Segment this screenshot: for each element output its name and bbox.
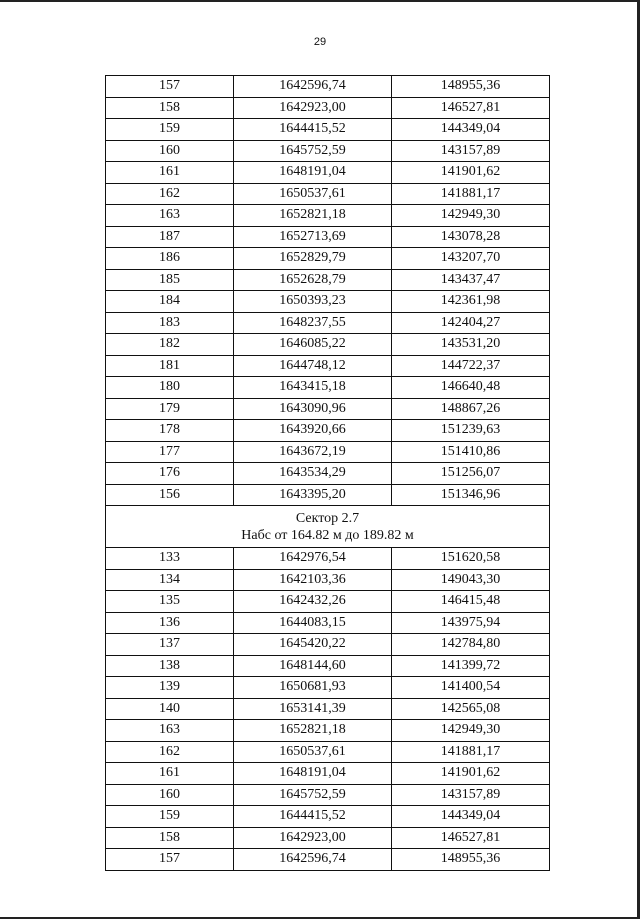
point-number-cell: 134 [106, 569, 234, 591]
table-row [106, 312, 550, 334]
table-row [106, 784, 550, 806]
y-coordinate-cell: 142565,08 [392, 698, 550, 720]
point-number-cell: 185 [106, 269, 234, 291]
x-coordinate-cell: 1646085,22 [234, 334, 392, 356]
y-coordinate-cell: 143975,94 [392, 612, 550, 634]
point-number-cell: 163 [106, 205, 234, 227]
table-row [106, 355, 550, 377]
table-row [106, 763, 550, 785]
point-number-cell: 162 [106, 741, 234, 763]
y-coordinate-cell: 142784,80 [392, 634, 550, 656]
y-coordinate-cell: 141400,54 [392, 677, 550, 699]
y-coordinate-cell: 151346,96 [392, 484, 550, 506]
table-row [106, 420, 550, 442]
table-row [106, 76, 550, 98]
scan-edge-top [0, 0, 640, 2]
y-coordinate-cell: 151239,63 [392, 420, 550, 442]
y-coordinate-cell: 142361,98 [392, 291, 550, 313]
x-coordinate-cell: 1648237,55 [234, 312, 392, 334]
x-coordinate-cell: 1643672,19 [234, 441, 392, 463]
y-coordinate-cell: 146527,81 [392, 827, 550, 849]
table-row [106, 269, 550, 291]
y-coordinate-cell: 141881,17 [392, 741, 550, 763]
point-number-cell: 163 [106, 720, 234, 742]
x-coordinate-cell: 1642596,74 [234, 76, 392, 98]
sector-header-row [106, 506, 550, 548]
y-coordinate-cell: 143078,28 [392, 226, 550, 248]
x-coordinate-cell: 1643395,20 [234, 484, 392, 506]
point-number-cell: 161 [106, 763, 234, 785]
point-number-cell: 158 [106, 827, 234, 849]
table-row [106, 849, 550, 871]
point-number-cell: 179 [106, 398, 234, 420]
x-coordinate-cell: 1650537,61 [234, 741, 392, 763]
y-coordinate-cell: 144722,37 [392, 355, 550, 377]
x-coordinate-cell: 1650537,61 [234, 183, 392, 205]
x-coordinate-cell: 1644748,12 [234, 355, 392, 377]
table-row [106, 591, 550, 613]
x-coordinate-cell: 1652628,79 [234, 269, 392, 291]
table-row [106, 377, 550, 399]
point-number-cell: 180 [106, 377, 234, 399]
y-coordinate-cell: 146640,48 [392, 377, 550, 399]
x-coordinate-cell: 1644083,15 [234, 612, 392, 634]
table-row [106, 720, 550, 742]
page-number: 29 [313, 36, 327, 48]
point-number-cell: 161 [106, 162, 234, 184]
y-coordinate-cell: 146527,81 [392, 97, 550, 119]
table-row [106, 677, 550, 699]
x-coordinate-cell: 1648191,04 [234, 763, 392, 785]
y-coordinate-cell: 143531,20 [392, 334, 550, 356]
x-coordinate-cell: 1648191,04 [234, 162, 392, 184]
point-number-cell: 160 [106, 784, 234, 806]
y-coordinate-cell: 151256,07 [392, 463, 550, 485]
table-row [106, 97, 550, 119]
point-number-cell: 138 [106, 655, 234, 677]
y-coordinate-cell: 141901,62 [392, 763, 550, 785]
y-coordinate-cell: 143157,89 [392, 784, 550, 806]
point-number-cell: 183 [106, 312, 234, 334]
point-number-cell: 186 [106, 248, 234, 270]
point-number-cell: 157 [106, 849, 234, 871]
point-number-cell: 159 [106, 806, 234, 828]
x-coordinate-cell: 1642432,26 [234, 591, 392, 613]
x-coordinate-cell: 1642923,00 [234, 97, 392, 119]
table-row [106, 741, 550, 763]
table-row [106, 463, 550, 485]
point-number-cell: 137 [106, 634, 234, 656]
point-number-cell: 136 [106, 612, 234, 634]
x-coordinate-cell: 1653141,39 [234, 698, 392, 720]
x-coordinate-cell: 1652821,18 [234, 720, 392, 742]
sector-title: Сектор 2.7 [295, 510, 360, 526]
table-row [106, 162, 550, 184]
y-coordinate-cell: 141901,62 [392, 162, 550, 184]
point-number-cell: 178 [106, 420, 234, 442]
point-number-cell: 176 [106, 463, 234, 485]
y-coordinate-cell: 148867,26 [392, 398, 550, 420]
x-coordinate-cell: 1643534,29 [234, 463, 392, 485]
y-coordinate-cell: 144349,04 [392, 806, 550, 828]
table-row [106, 441, 550, 463]
table-row [106, 484, 550, 506]
point-number-cell: 156 [106, 484, 234, 506]
table-row [106, 140, 550, 162]
y-coordinate-cell: 142949,30 [392, 720, 550, 742]
x-coordinate-cell: 1648144,60 [234, 655, 392, 677]
y-coordinate-cell: 149043,30 [392, 569, 550, 591]
x-coordinate-cell: 1642103,36 [234, 569, 392, 591]
point-number-cell: 160 [106, 140, 234, 162]
table-row [106, 698, 550, 720]
y-coordinate-cell: 144349,04 [392, 119, 550, 141]
table-row [106, 205, 550, 227]
table-row [106, 548, 550, 570]
x-coordinate-cell: 1650681,93 [234, 677, 392, 699]
y-coordinate-cell: 151410,86 [392, 441, 550, 463]
point-number-cell: 162 [106, 183, 234, 205]
y-coordinate-cell: 148955,36 [392, 76, 550, 98]
y-coordinate-cell: 141399,72 [392, 655, 550, 677]
table-row [106, 806, 550, 828]
y-coordinate-cell: 143157,89 [392, 140, 550, 162]
x-coordinate-cell: 1644415,52 [234, 119, 392, 141]
x-coordinate-cell: 1643090,96 [234, 398, 392, 420]
point-number-cell: 135 [106, 591, 234, 613]
y-coordinate-cell: 142949,30 [392, 205, 550, 227]
table-row [106, 655, 550, 677]
table-row [106, 183, 550, 205]
x-coordinate-cell: 1643415,18 [234, 377, 392, 399]
sector-header-cell [106, 506, 550, 548]
point-number-cell: 133 [106, 548, 234, 570]
x-coordinate-cell: 1645752,59 [234, 140, 392, 162]
coordinates-table-body [106, 76, 550, 871]
y-coordinate-cell: 148955,36 [392, 849, 550, 871]
y-coordinate-cell: 143207,70 [392, 248, 550, 270]
point-number-cell: 159 [106, 119, 234, 141]
coordinates-table [105, 75, 550, 871]
y-coordinate-cell: 151620,58 [392, 548, 550, 570]
point-number-cell: 158 [106, 97, 234, 119]
table-row [106, 334, 550, 356]
table-row [106, 119, 550, 141]
y-coordinate-cell: 142404,27 [392, 312, 550, 334]
table-row [106, 634, 550, 656]
point-number-cell: 139 [106, 677, 234, 699]
table-row [106, 248, 550, 270]
x-coordinate-cell: 1645752,59 [234, 784, 392, 806]
point-number-cell: 187 [106, 226, 234, 248]
x-coordinate-cell: 1643920,66 [234, 420, 392, 442]
x-coordinate-cell: 1642596,74 [234, 849, 392, 871]
point-number-cell: 177 [106, 441, 234, 463]
table-row [106, 612, 550, 634]
y-coordinate-cell: 146415,48 [392, 591, 550, 613]
x-coordinate-cell: 1644415,52 [234, 806, 392, 828]
x-coordinate-cell: 1642976,54 [234, 548, 392, 570]
x-coordinate-cell: 1645420,22 [234, 634, 392, 656]
x-coordinate-cell: 1652821,18 [234, 205, 392, 227]
table-row [106, 398, 550, 420]
y-coordinate-cell: 141881,17 [392, 183, 550, 205]
table-row [106, 291, 550, 313]
x-coordinate-cell: 1650393,23 [234, 291, 392, 313]
table-row [106, 827, 550, 849]
point-number-cell: 181 [106, 355, 234, 377]
table-row [106, 569, 550, 591]
point-number-cell: 140 [106, 698, 234, 720]
sector-subtitle: Набс от 164.82 м до 189.82 м [241, 527, 414, 543]
table-row [106, 226, 550, 248]
x-coordinate-cell: 1652829,79 [234, 248, 392, 270]
point-number-cell: 157 [106, 76, 234, 98]
x-coordinate-cell: 1652713,69 [234, 226, 392, 248]
point-number-cell: 182 [106, 334, 234, 356]
x-coordinate-cell: 1642923,00 [234, 827, 392, 849]
y-coordinate-cell: 143437,47 [392, 269, 550, 291]
point-number-cell: 184 [106, 291, 234, 313]
